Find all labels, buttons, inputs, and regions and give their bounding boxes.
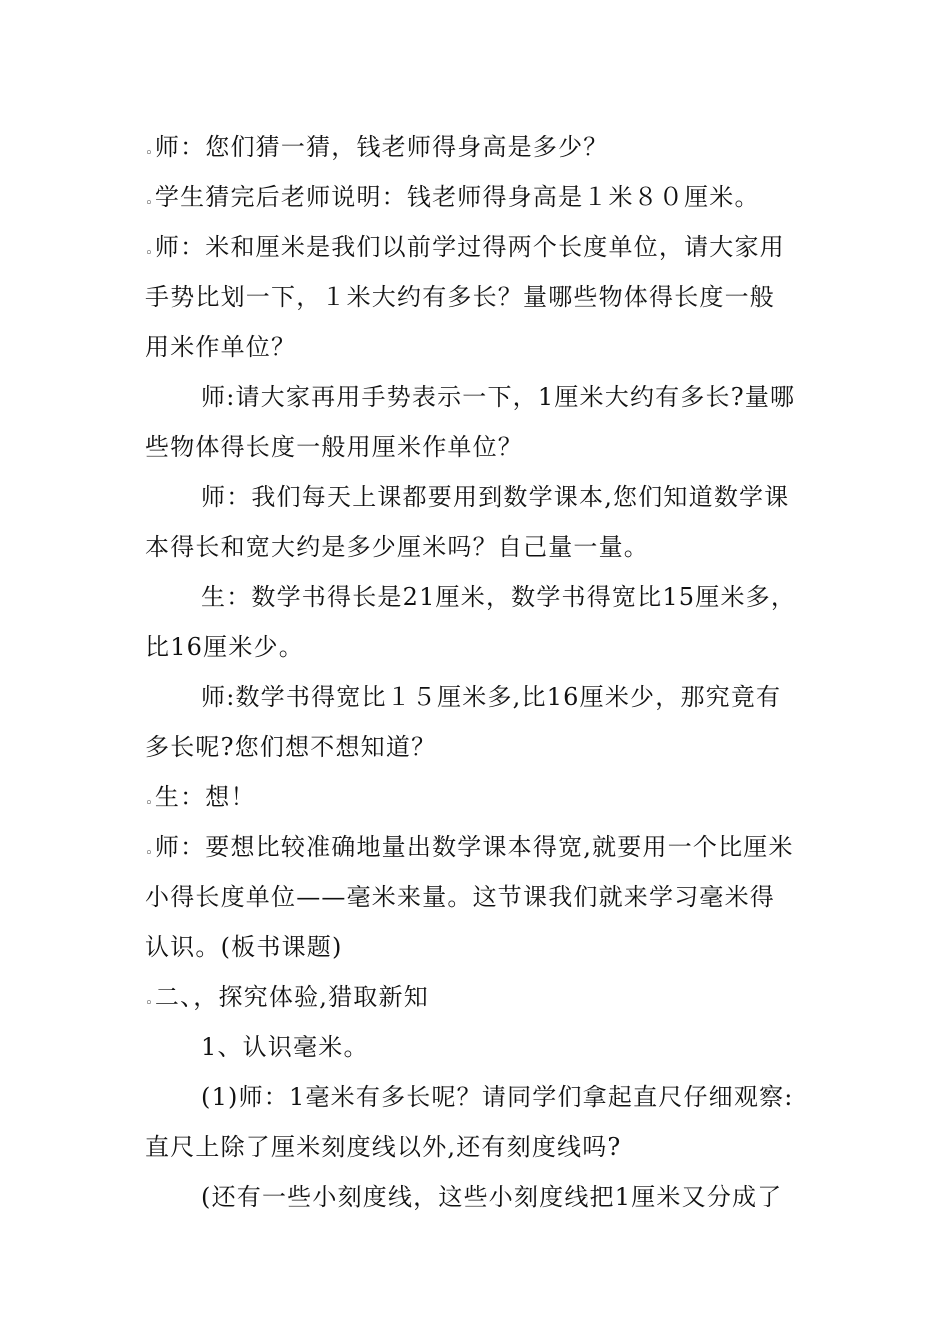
line-text: 手势比划一下，１米大约有多长？量哪些物体得长度一般 — [145, 283, 775, 311]
line-text: 生：想！ — [154, 783, 256, 811]
paragraph-line — [145, 922, 343, 972]
line-text: 小得长度单位——毫米来量。这节课我们就来学习毫米得 — [145, 883, 775, 911]
line-text: 师:数学书得宽比１５厘米多,比16厘米少，那究竟有 — [201, 683, 782, 711]
line-text: 认识。(板书课题) — [145, 933, 343, 961]
line-text: 本得长和宽大约是多少厘米吗？自己量一量。 — [145, 533, 649, 561]
line-text: 二、，探究体验,猎取新知 — [154, 983, 429, 1011]
paragraph-line — [145, 522, 649, 572]
line-text: 比16厘米少。 — [145, 633, 304, 661]
line-text: (还有一些小刻度线，这些小刻度线把1厘米又分成了 — [201, 1183, 783, 1211]
bullet-marker: ◦ — [145, 996, 154, 1011]
line-text: 师：您们猜一猜，钱老师得身高是多少？ — [154, 133, 609, 161]
line-text: 用米作单位？ — [145, 333, 297, 361]
bullet-marker: ◦ — [145, 846, 154, 861]
paragraph-line — [145, 722, 436, 772]
paragraph-line — [145, 622, 304, 672]
line-text: 师:请大家再用手势表示一下，1厘米大约有多长?量哪 — [201, 383, 796, 411]
paragraph-line — [145, 972, 429, 1022]
paragraph-line — [201, 1072, 794, 1122]
paragraph-line — [201, 1022, 369, 1072]
bullet-marker: ◦ — [145, 246, 154, 261]
paragraph-line — [201, 572, 796, 622]
bullet-marker: ◦ — [145, 796, 154, 811]
paragraph-line — [145, 322, 296, 372]
paragraph-line — [201, 372, 795, 422]
paragraph-line — [201, 1172, 782, 1222]
paragraph-line — [145, 272, 775, 322]
paragraph-line — [145, 772, 256, 822]
line-text: 师：米和厘米是我们以前学过得两个长度单位，请大家用 — [154, 233, 785, 261]
line-text: 多长呢?您们想不想知道？ — [145, 733, 437, 761]
paragraph-line — [145, 872, 775, 922]
paragraph-line — [145, 1122, 622, 1172]
paragraph-line — [201, 472, 789, 522]
line-text: 1、认识毫米。 — [201, 1033, 369, 1061]
paragraph-line — [145, 122, 608, 172]
line-text: 师：我们每天上课都要用到数学课本,您们知道数学课 — [201, 483, 790, 511]
line-text: 生：数学书得长是21厘米，数学书得宽比15厘米多， — [201, 583, 797, 611]
line-text: 直尺上除了厘米刻度线以外,还有刻度线吗? — [145, 1133, 622, 1161]
paragraph-line — [145, 822, 794, 872]
paragraph-line — [145, 222, 785, 272]
line-text: 些物体得长度一般用厘米作单位？ — [145, 433, 523, 461]
paragraph-line — [145, 422, 523, 472]
paragraph-line — [145, 172, 760, 222]
bullet-marker: ◦ — [145, 196, 154, 211]
line-text: 师：要想比较准确地量出数学课本得宽,就要用一个比厘米 — [154, 833, 794, 861]
paragraph-line — [201, 672, 781, 722]
line-text: (1)师：1毫米有多长呢？请同学们拿起直尺仔细观察: — [201, 1083, 794, 1111]
line-text: 学生猜完后老师说明：钱老师得身高是１米８０厘米。 — [154, 183, 760, 211]
bullet-marker: ◦ — [145, 146, 154, 161]
